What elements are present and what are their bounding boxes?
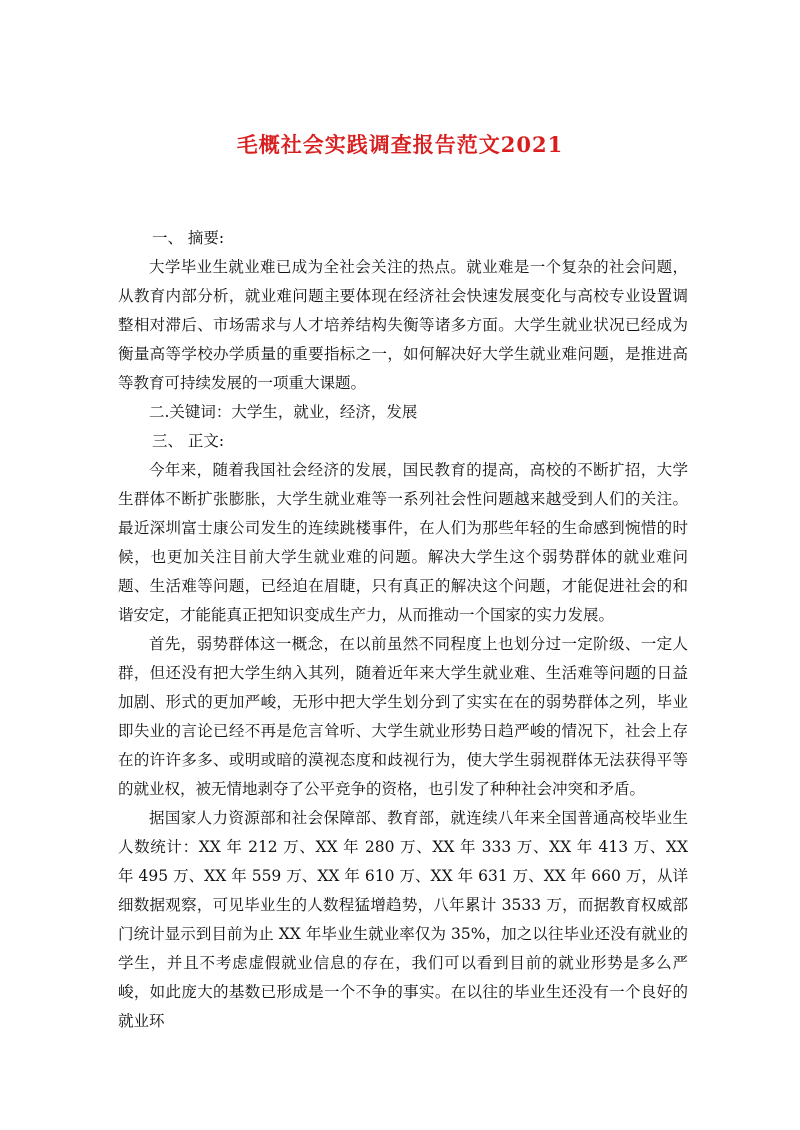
body-paragraph-1: 今年来，随着我国社会经济的发展，国民教育的提高，高校的不断扩招，大学生群体不断扩张膨胀，大学生就业难等一系列社会性问题越来越受到人们的关注。最近深圳富士康公司发生的连续跳楼事件，在人们为那些年轻的生命感到惋惜的时候，也更加关注目前大学生就业难的问题。解决大学生这个弱势群体的就业难问题、生活难等问题，已经迫在眉睫，只有真正的解决这个问题，才能促进社会的和谐安定，才能能真正把知识变成生产力，从而推动一个国家的实力发展。 (118, 461, 688, 624)
body-heading: 三、 正文: (152, 432, 225, 450)
document-title: 毛概社会实践调查报告范文2021 (236, 132, 564, 157)
abstract-heading: 一、 摘要: (152, 229, 225, 247)
document-body (118, 224, 688, 1036)
abstract-paragraph: 大学毕业生就业难已成为全社会关注的热点。就业难是一个复杂的社会问题，从教育内部分析，就业难问题主要体现在经济社会快速发展变化与高校专业设置调整相对滞后、市场需求与人才培养结构失衡等诸多方面。大学生就业状况已经成为衡量高等学校办学质量的重要指标之一，如何解决好大学生就业难问题，是推进高等教育可持续发展的一项重大课题。 (118, 258, 688, 392)
keywords-line: 二.关键词：大学生，就业，经济，发展 (149, 403, 418, 421)
body-paragraph-2: 首先，弱势群体这一概念，在以前虽然不同程度上也划分过一定阶级、一定人群，但还没有把大学生纳入其列，随着近年来大学生就业难、生活难等问题的日益加剧、形式的更加严峻，无形中把大学生划分到了实实在在的弱势群体之列，毕业即失业的言论已经不再是危言耸听、大学生就业形势日趋严峻的情况下，社会上存在的许许多多、或明或暗的漠视态度和歧视行为，使大学生弱视群体无法获得平等的就业权，被无情地剥夺了公平竞争的资格，也引发了种种社会冲突和矛盾。 (118, 635, 688, 798)
body-paragraph-3: 据国家人力资源部和社会保障部、教育部，就连续八年来全国普通高校毕业生人数统计：XX 年 212 万、XX 年 280 万、XX 年 333 万、XX 年 413 万、XX 年 495 万、XX 年 559 万、XX 年 610 万、XX 年 631 万、XX 年 660 万，从详细数据观察，可见毕业生的人数程猛增趋势，八年累计 3533 万，而据教育权威部门统计显示到目前为止 XX 年毕业生就业率仅为 35%，加之以往毕业还没有就业的学生，并且不考虑虚假就业信息的存在，我们可以看到目前的就业形势是多么严峻，如此庞大的基数已形成是一个不争的事实。在以往的毕业生还没有一个良好的就业环 (118, 809, 688, 1030)
